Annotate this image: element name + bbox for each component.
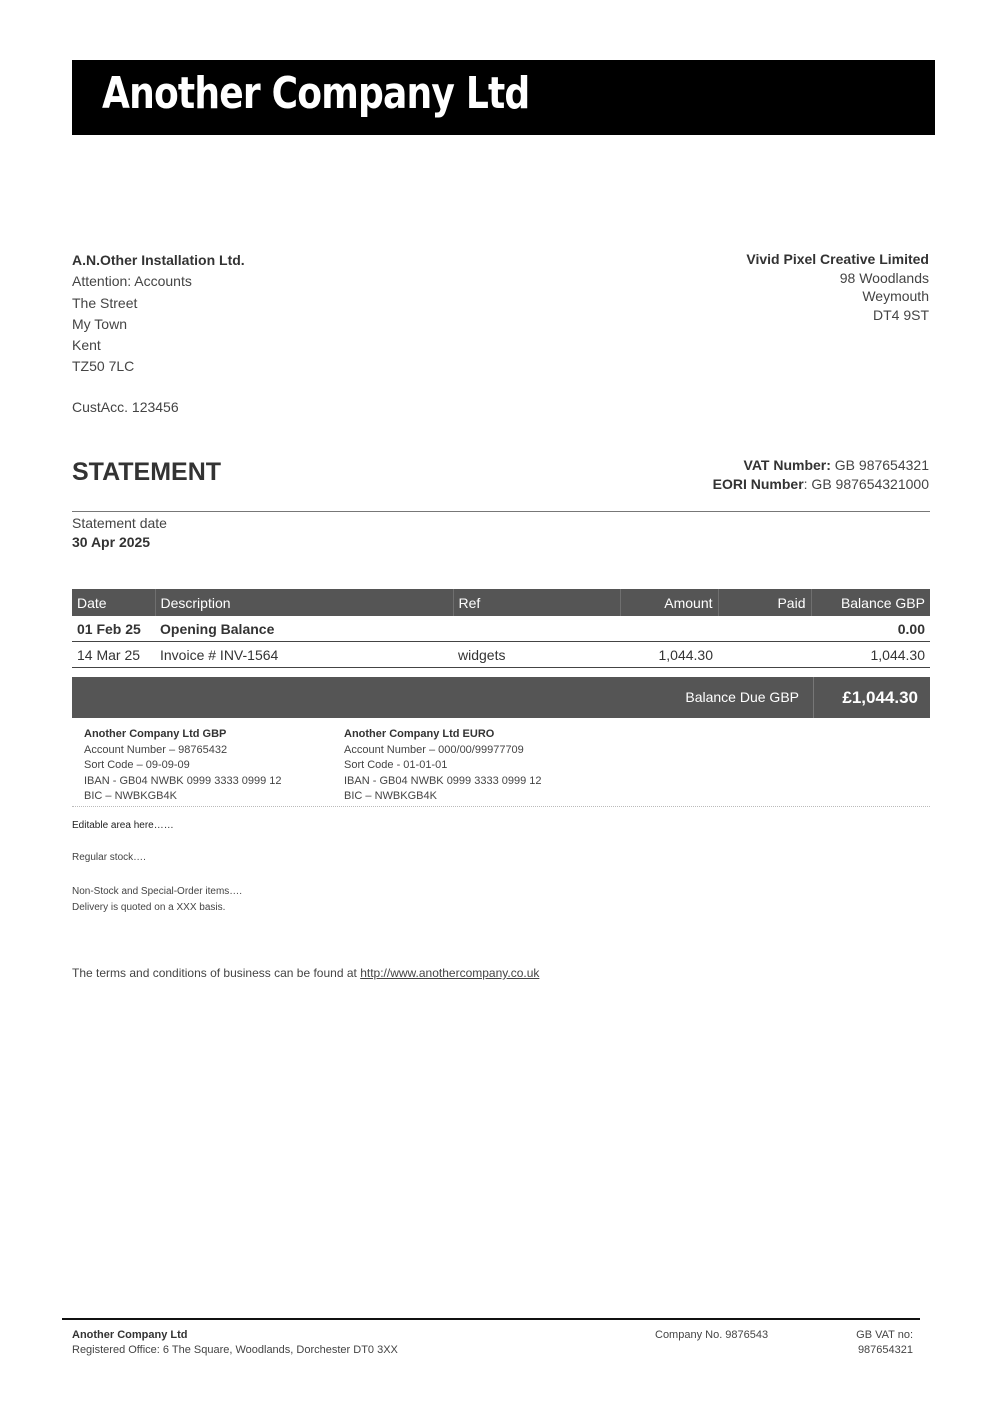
bank-account-number: Account Number – 98765432: [84, 743, 228, 756]
sender-address: [746, 250, 929, 325]
vat-number: [713, 456, 929, 475]
statement-title: STATEMENT: [72, 458, 222, 486]
bank-bic: BIC – NWBKGB4K: [84, 790, 177, 802]
recipient-line: TZ50 7LC: [72, 358, 135, 375]
editable-note: Editable area here……: [72, 820, 174, 831]
col-description: Description: [155, 589, 453, 616]
vat-block: [713, 456, 929, 493]
balance-due-value: £1,044.30: [813, 677, 930, 718]
footer-company-no: Company No. 9876543: [655, 1329, 769, 1341]
recipient-name: A.N.Other Installation Ltd.: [72, 252, 245, 268]
row-ref: [453, 616, 620, 642]
row-date: 01 Feb 25: [72, 616, 155, 642]
sender-line: DT4 9ST: [872, 307, 929, 324]
recipient-line: The Street: [72, 294, 138, 311]
recipient-line: Attention: Accounts: [72, 273, 192, 290]
terms-label: The terms and conditions of business can be found at: [72, 966, 361, 980]
row-amount: 1,044.30: [620, 642, 718, 668]
bank-title: Another Company Ltd EURO: [344, 728, 495, 740]
col-date: Date: [72, 589, 155, 616]
recipient-line: My Town: [72, 315, 127, 332]
statement-date-value: 30 Apr 2025: [72, 534, 151, 550]
non-stock-note: Non-Stock and Special-Order items….: [72, 886, 243, 897]
footer-vat: [856, 1328, 913, 1358]
statement-date-label: Statement date: [72, 515, 167, 531]
recipient-address: [72, 250, 245, 378]
terms-link[interactable]: http://www.anothercompany.co.uk: [360, 966, 540, 980]
statement-date: [72, 514, 167, 552]
col-amount: Amount: [620, 589, 718, 616]
bank-account-number: Account Number – 000/00/99977709: [344, 743, 524, 756]
row-balance: 0.00: [811, 616, 930, 642]
col-paid: Paid: [718, 589, 811, 616]
recipient-line: Kent: [72, 337, 101, 354]
bank-details: [72, 720, 930, 807]
sender-name: Vivid Pixel Creative Limited: [746, 251, 929, 267]
delivery-note: Delivery is quoted on a XXX basis.: [72, 902, 226, 913]
balance-due-label: Balance Due GBP: [685, 689, 799, 705]
table-header: [72, 589, 930, 616]
bank-account-gbp: [84, 727, 282, 805]
header-bar: [72, 60, 935, 135]
footer-divider: [62, 1318, 920, 1320]
bank-sort-code: Sort Code - 01-01-01: [344, 759, 448, 771]
table-row: [72, 616, 930, 642]
company-logo-text: Another Company Ltd: [102, 68, 530, 119]
footer-company-name: Another Company Ltd: [72, 1329, 188, 1341]
vat-label: VAT Number:: [743, 457, 831, 473]
row-ref: widgets: [453, 642, 620, 668]
divider: [72, 511, 930, 512]
row-balance: 1,044.30: [811, 642, 930, 668]
eori-number: [713, 475, 929, 494]
bank-account-euro: [344, 727, 542, 805]
vat-value: GB 987654321: [834, 457, 929, 473]
balance-due-bar: [72, 677, 930, 718]
col-balance: Balance GBP: [811, 589, 930, 616]
row-description: Invoice # INV-1564: [155, 642, 453, 668]
col-ref: Ref: [453, 589, 620, 616]
sender-line: Weymouth: [862, 288, 929, 305]
row-paid: [718, 642, 811, 668]
row-description: Opening Balance: [155, 616, 453, 642]
footer-vat-value: 987654321: [857, 1344, 913, 1356]
footer-company: [72, 1328, 398, 1358]
row-paid: [718, 616, 811, 642]
row-amount: [620, 616, 718, 642]
footer-registered-office: Registered Office: 6 The Square, Woodlands, Dorchester DT0 3XX: [72, 1344, 398, 1356]
sender-line: 98 Woodlands: [839, 269, 929, 286]
row-date: 14 Mar 25: [72, 642, 155, 668]
bank-iban: IBAN - GB04 NWBK 0999 3333 0999 12: [344, 774, 542, 787]
bank-sort-code: Sort Code – 09-09-09: [84, 759, 190, 771]
table-row: [72, 642, 930, 668]
delivery-notes: [72, 884, 242, 916]
customer-account: CustAcc. 123456: [72, 399, 179, 415]
terms-text: [72, 966, 539, 980]
statement-table: [72, 589, 930, 668]
footer-vat-label: GB VAT no:: [856, 1329, 913, 1341]
eori-label: EORI Number: [712, 475, 804, 492]
regular-stock-note: Regular stock….: [72, 852, 146, 863]
bank-bic: BIC – NWBKGB4K: [344, 790, 437, 802]
eori-value: : GB 987654321000: [803, 475, 929, 492]
bank-title: Another Company Ltd GBP: [84, 728, 227, 740]
bank-iban: IBAN - GB04 NWBK 0999 3333 0999 12: [84, 774, 282, 787]
